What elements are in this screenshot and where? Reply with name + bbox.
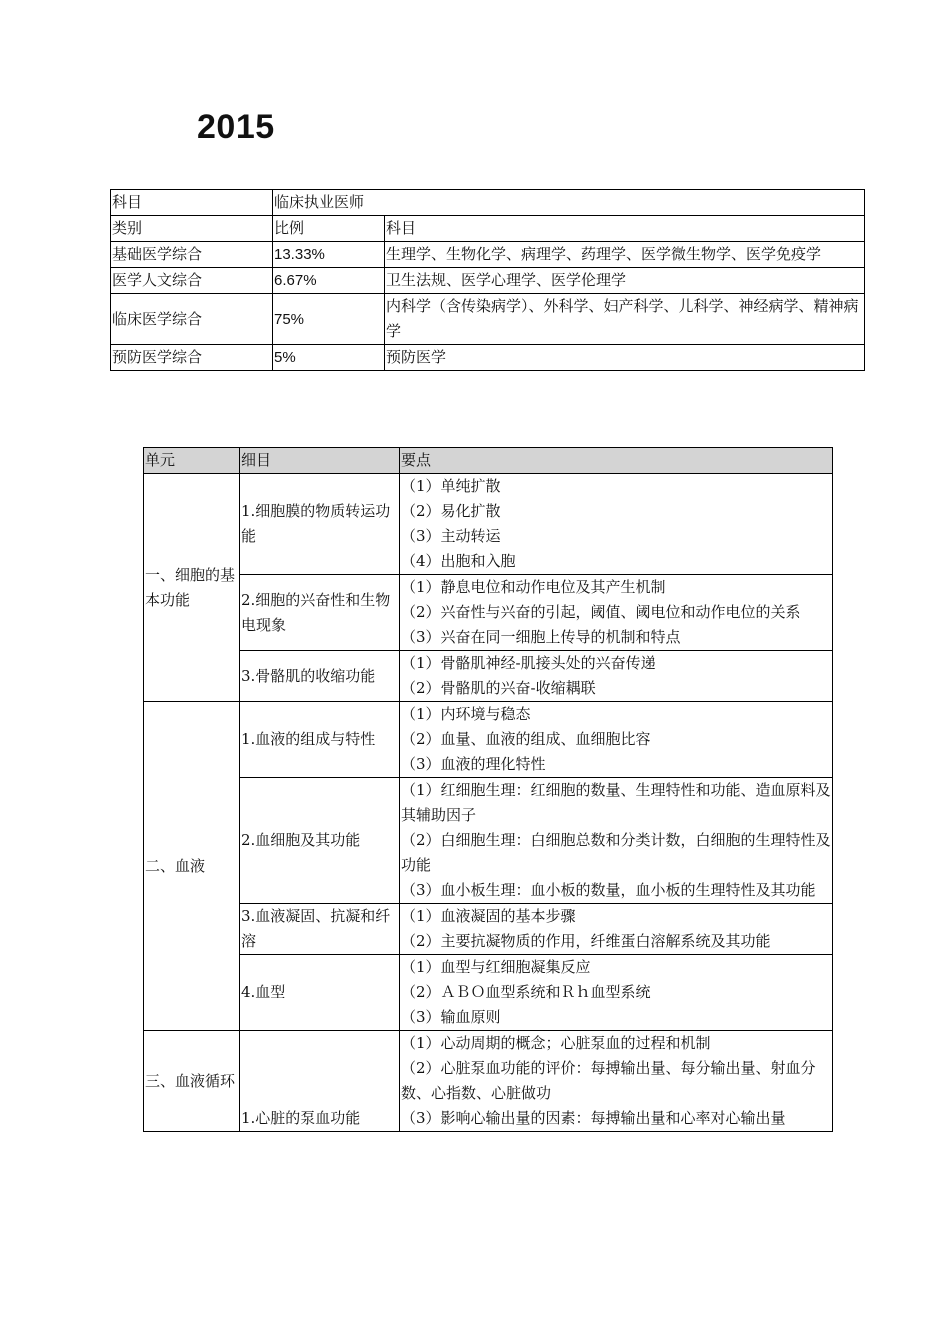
subject-value: 临床执业医师 <box>273 190 865 216</box>
point-item: （1）红细胞生理：红细胞的数量、生理特性和功能、造血原料及其辅助因子 <box>401 781 831 824</box>
points-cell <box>400 702 833 778</box>
table-row <box>144 904 833 955</box>
table-row <box>111 294 865 345</box>
point-item: （1）骨骼肌神经-肌接头处的兴奋传递 <box>401 654 656 672</box>
point-item: （1）血液凝固的基本步骤 <box>401 907 576 925</box>
ratio-cell: 75% <box>273 294 385 345</box>
points-cell <box>400 955 833 1031</box>
point-item: （3）影响心输出量的因素：每搏输出量和心率对心输出量 <box>401 1109 786 1127</box>
header-subjects: 科目 <box>385 216 865 242</box>
table-row <box>111 268 865 294</box>
header-detail: 细目 <box>240 448 400 474</box>
subjects-cell: 预防医学 <box>385 345 865 371</box>
ratio-cell: 13.33% <box>273 242 385 268</box>
table-row <box>144 651 833 702</box>
header-points: 要点 <box>400 448 833 474</box>
table-row <box>144 702 833 778</box>
points-cell <box>400 575 833 651</box>
page-title: 2015 <box>197 108 275 146</box>
points-cell <box>400 474 833 575</box>
table-row <box>111 345 865 371</box>
point-item: （3）主动转运 <box>401 527 501 545</box>
point-item: （3）兴奋在同一细胞上传导的机制和特点 <box>401 628 681 646</box>
category-cell: 医学人文综合 <box>111 268 273 294</box>
point-item: （2）主要抗凝物质的作用，纤维蛋白溶解系统及其功能 <box>401 932 771 950</box>
point-item: （1）血型与红细胞凝集反应 <box>401 958 591 976</box>
subjects-cell: 卫生法规、医学心理学、医学伦理学 <box>385 268 865 294</box>
point-item: （1）心动周期的概念；心脏泵血的过程和机制 <box>401 1034 711 1052</box>
detail-cell: 3.骨骼肌的收缩功能 <box>240 651 400 702</box>
category-cell: 临床医学综合 <box>111 294 273 345</box>
ratio-cell: 5% <box>273 345 385 371</box>
points-cell <box>400 651 833 702</box>
point-item: （1）内环境与稳态 <box>401 705 531 723</box>
ratio-cell: 6.67% <box>273 268 385 294</box>
table-row <box>144 778 833 904</box>
point-item: （3）血液的理化特性 <box>401 755 546 773</box>
table-row <box>144 1031 833 1132</box>
table-row <box>144 575 833 651</box>
header-unit: 单元 <box>144 448 240 474</box>
point-item: （4）出胞和入胞 <box>401 552 516 570</box>
subjects-cell: 内科学（含传染病学）、外科学、妇产科学、儿科学、神经病学、精神病学 <box>385 294 865 345</box>
point-item: （2）心脏泵血功能的评价：每搏输出量、每分输出量、射血分数、心指数、心脏做功 <box>401 1059 816 1102</box>
table-row <box>111 242 865 268</box>
syllabus-table <box>143 447 833 1132</box>
points-cell <box>400 904 833 955</box>
point-item: （1）静息电位和动作电位及其产生机制 <box>401 578 666 596</box>
detail-cell: 2.细胞的兴奋性和生物电现象 <box>240 575 400 651</box>
points-cell <box>400 778 833 904</box>
points-cell <box>400 1031 833 1132</box>
detail-cell: 1.心脏的泵血功能 <box>240 1031 400 1132</box>
subjects-cell: 生理学、生物化学、病理学、药理学、医学微生物学、医学免疫学 <box>385 242 865 268</box>
subject-label: 科目 <box>111 190 273 216</box>
detail-cell: 1.血液的组成与特性 <box>240 702 400 778</box>
unit-cell: 二、血液 <box>144 702 240 1031</box>
point-item: （2）易化扩散 <box>401 502 501 520</box>
table-row <box>144 474 833 575</box>
point-item: （3）血小板生理：血小板的数量，血小板的生理特性及其功能 <box>401 881 816 899</box>
detail-cell: 2.血细胞及其功能 <box>240 778 400 904</box>
unit-cell: 三、血液循环 <box>144 1031 240 1132</box>
category-cell: 预防医学综合 <box>111 345 273 371</box>
point-item: （2）白细胞生理：白细胞总数和分类计数，白细胞的生理特性及功能 <box>401 831 831 874</box>
table-header-row <box>144 448 833 474</box>
point-item: （2）血量、血液的组成、血细胞比容 <box>401 730 651 748</box>
point-item: （1）单纯扩散 <box>401 477 501 495</box>
detail-cell: 4.血型 <box>240 955 400 1031</box>
unit-cell: 一、细胞的基本功能 <box>144 474 240 702</box>
table-row <box>144 955 833 1031</box>
point-item: （2）兴奋性与兴奋的引起，阈值、阈电位和动作电位的关系 <box>401 603 801 621</box>
table-header-row <box>111 216 865 242</box>
header-category: 类别 <box>111 216 273 242</box>
detail-cell: 1.细胞膜的物质转运功能 <box>240 474 400 575</box>
point-item: （3）输血原则 <box>401 1008 501 1026</box>
point-item: （2）ＡＢＯ血型系统和Ｒｈ血型系统 <box>401 983 651 1001</box>
detail-cell: 3.血液凝固、抗凝和纤溶 <box>240 904 400 955</box>
header-ratio: 比例 <box>273 216 385 242</box>
table-row <box>111 190 865 216</box>
point-item: （2）骨骼肌的兴奋-收缩耦联 <box>401 679 596 697</box>
category-cell: 基础医学综合 <box>111 242 273 268</box>
exam-ratio-table <box>110 189 865 371</box>
